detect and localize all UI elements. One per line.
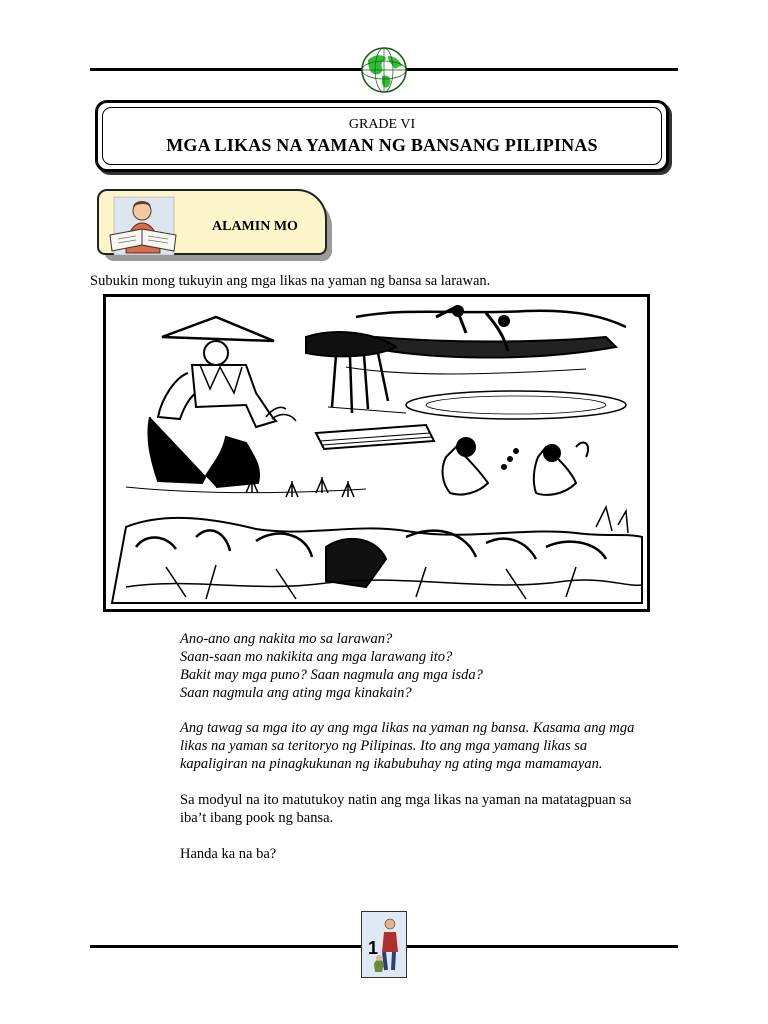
page-number: 1 <box>368 938 379 958</box>
globe-icon <box>360 46 408 94</box>
question-line: Saan nagmula ang ating mga kinakain? <box>180 685 412 701</box>
paragraph-line: Sa modyul na ito matutukoy natin ang mga likas na yaman na matatagpuan sa <box>180 792 632 808</box>
title-box-inner <box>102 107 662 165</box>
reader-icon <box>104 193 184 259</box>
grade-label: GRADE VI <box>348 117 416 132</box>
module-scope-paragraph <box>180 791 680 827</box>
question-line: Ano-ano ang nakita mo sa larawan? <box>180 631 393 647</box>
closing-question: Handa ka na ba? <box>180 846 277 862</box>
title-box <box>95 100 669 172</box>
question-line: Bakit may mga puno? Saan nagmula ang mga isda? <box>180 667 483 683</box>
paragraph-line: likas na yaman sa teritoryo ng Pilipinas. Ito ang mga yamang likas sa <box>180 738 588 754</box>
question-line: Saan-saan mo nakikita ang mga larawang ito? <box>180 649 453 665</box>
paragraph-line: iba’t ibang pook ng bansa. <box>180 810 334 826</box>
natural-resources-illustration <box>103 294 650 612</box>
guide-questions <box>180 630 680 702</box>
section-tab-label: ALAMIN MO <box>212 219 298 234</box>
footer-figure-icon <box>361 911 407 978</box>
paragraph-line: kapaligiran na pinagkukunan ng ikabubuhay ng ating mga mamamayan. <box>180 756 603 772</box>
paragraph-line: Ang tawag sa mga ito ay ang mga likas na yaman ng bansa. Kasama ang mga <box>180 720 635 736</box>
module-title: MGA LIKAS NA YAMAN NG BANSANG PILIPINAS <box>166 135 598 155</box>
intro-text: Subukin mong tukuyin ang mga likas na yaman ng bansa sa larawan. <box>90 273 491 289</box>
explanation-paragraph <box>180 719 680 773</box>
